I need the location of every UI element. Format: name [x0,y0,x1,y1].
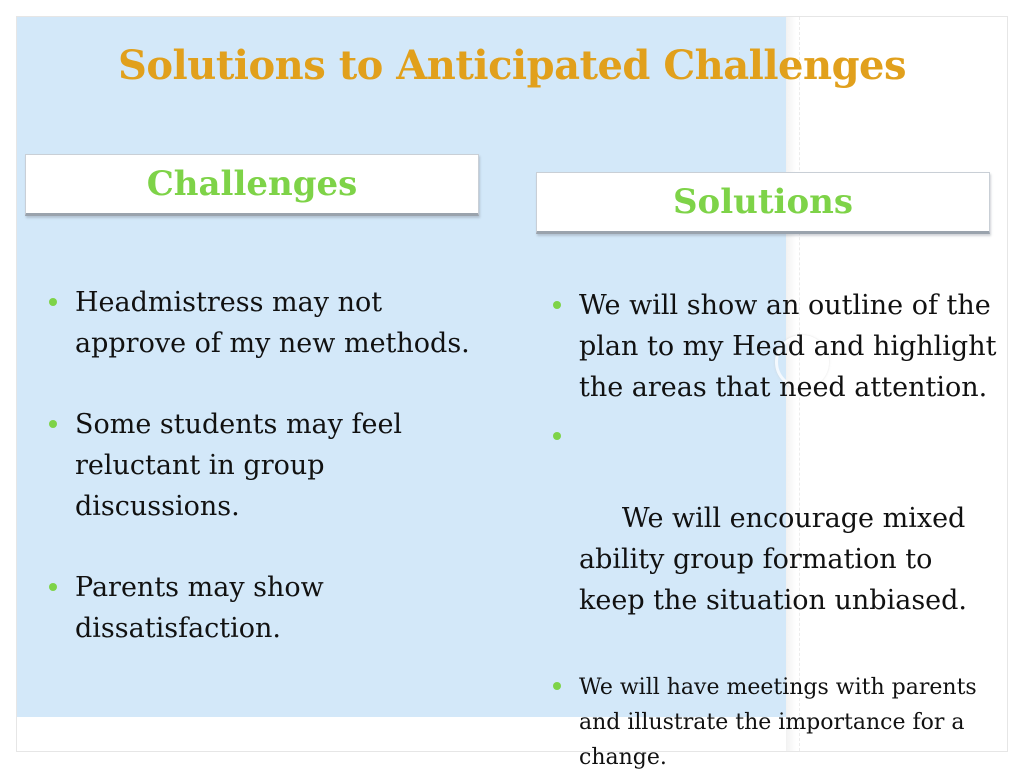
solutions-list [549,285,999,783]
slide-title: Solutions to Anticipated Challenges [117,42,907,89]
solution-text: We will show an outline of the plan to my Head and highlight the areas that need attention. [579,290,997,403]
bullet-dot-icon [553,682,561,690]
bullet-dot-icon [49,583,57,591]
challenge-text: Some students may feel reluctant in group discussions. [75,409,403,522]
bullet-dot-icon [49,298,57,306]
solution-item [549,670,999,775]
challenges-header: Challenges [25,154,479,216]
challenge-item [45,282,485,364]
challenge-item [45,404,485,527]
bullet-dot-icon [553,301,561,309]
solutions-header: Solutions [536,172,990,234]
bullet-dot-icon [49,420,57,428]
solution-text: We will encourage mixed ability group formation to keep the situation unbiased. [579,503,974,616]
challenge-text: Parents may show dissatisfaction. [75,572,324,644]
bullet-dot-icon [553,432,561,440]
challenge-item [45,567,485,649]
solution-item [549,285,999,408]
challenge-text: Headmistress may not approve of my new methods. [75,287,470,359]
solution-text: We will have meetings with parents and illustrate the importance for a change. [579,675,977,770]
solution-item [549,416,999,662]
challenges-list [45,282,485,689]
